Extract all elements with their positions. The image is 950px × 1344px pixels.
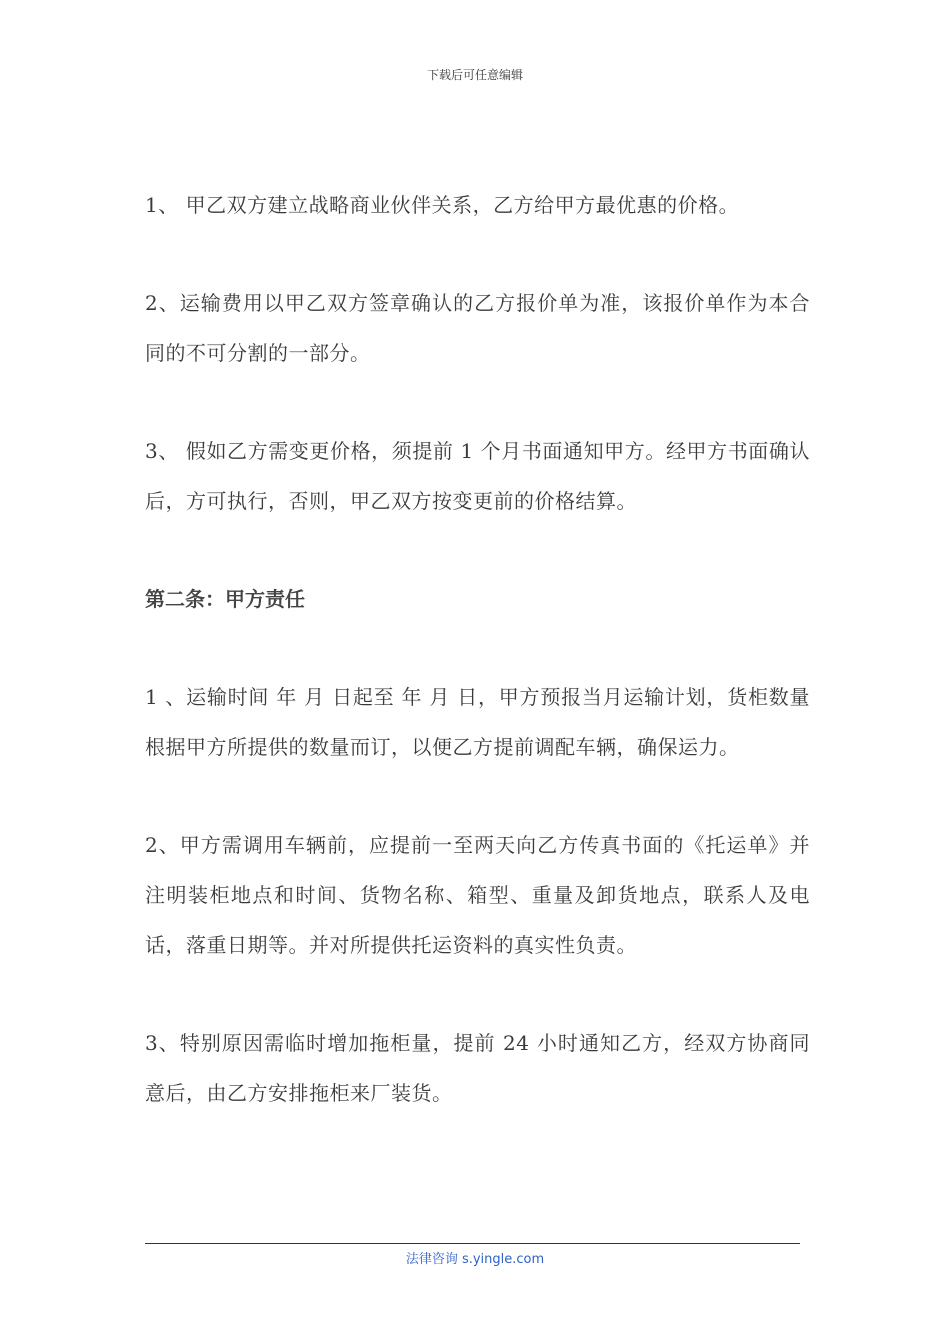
page-header: 下载后可任意编辑 xyxy=(426,68,523,82)
clause-2-2: 2、甲方需调用车辆前，应提前一至两天向乙方传真书面的《托运单》并注明装柜地点和时间、货物名称、箱型、重量及卸货地点，联系人及电话，落重日期等。并对所提供托运资料的真实性负责。 xyxy=(145,833,810,957)
clause-2-3: 3、特别原因需临时增加拖柜量，提前 24 小时通知乙方，经双方协商同意后，由乙方安排拖柜来厂装货。 xyxy=(145,1031,810,1105)
footer-link[interactable]: 法律咨询 s.yingle.com xyxy=(405,1252,545,1267)
clause-1-1: 1、 甲乙双方建立战略商业伙伴关系，乙方给甲方最优惠的价格。 xyxy=(145,193,740,217)
section-heading: 第二条：甲方责任 xyxy=(145,587,305,611)
footer-divider xyxy=(145,1243,800,1244)
document-body xyxy=(145,180,810,1166)
clause-1-2: 2、运输费用以甲乙双方签章确认的乙方报价单为准，该报价单作为本合同的不可分割的一部分。 xyxy=(145,291,810,365)
clause-2-1: 1 、运输时间 年 月 日起至 年 月 日，甲方预报当月运输计划，货柜数量根据甲方所提供的数量而订，以便乙方提前调配车辆，确保运力。 xyxy=(145,685,810,759)
clause-1-3: 3、 假如乙方需变更价格，须提前 1 个月书面通知甲方。经甲方书面确认后，方可执行，否则，甲乙双方按变更前的价格结算。 xyxy=(145,439,810,513)
